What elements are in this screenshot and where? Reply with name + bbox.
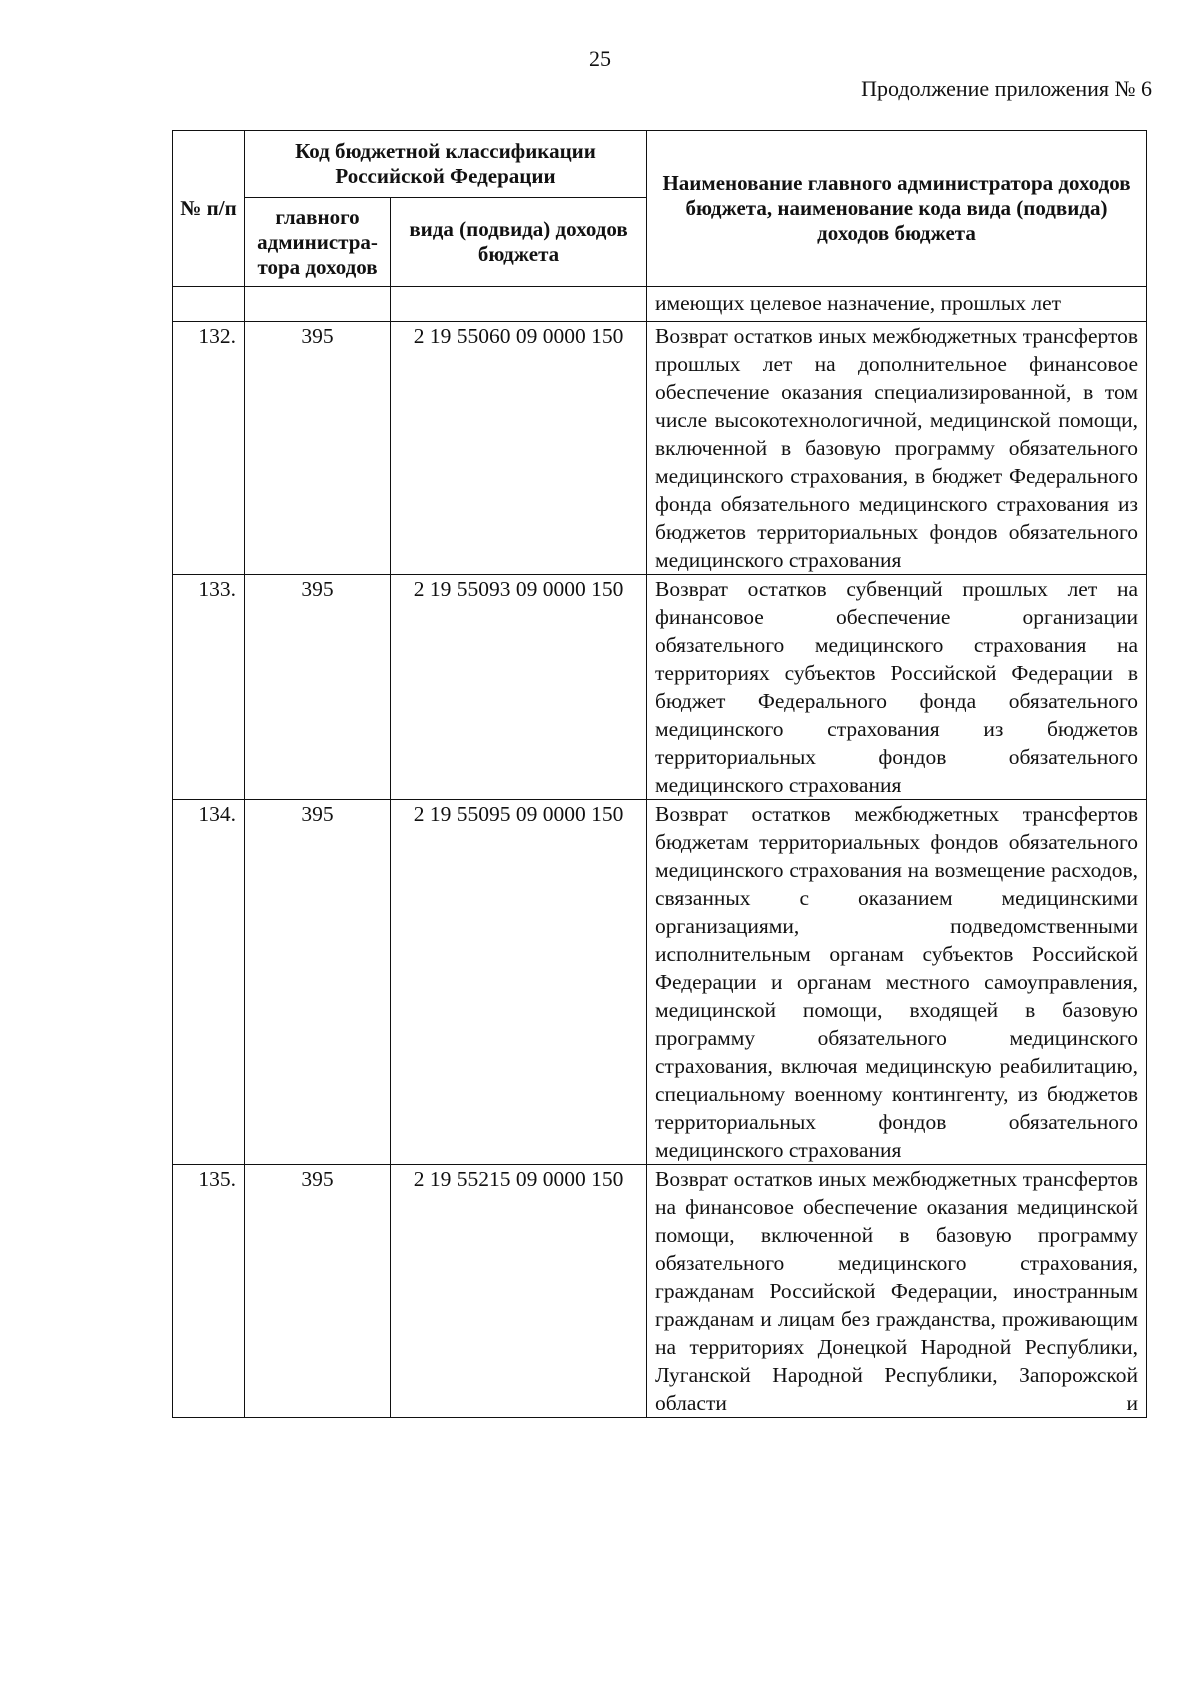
row-name: Возврат остатков иных межбюджетных трансфертов на финансовое обеспечение оказания медицинской помощи, включенной в базовую программу обязательного медицинского страхования, гражданам Российской Федерации, иностранным гражданам и лицам без гражданства, проживающим на территориях Донецкой Народной Республики, Луганской Народной Республики, Запорожской области и [647, 1165, 1147, 1418]
row-income-code: 2 19 55095 09 0000 150 [391, 800, 647, 1165]
table-row [173, 1165, 1147, 1418]
row-income-code: 2 19 55060 09 0000 150 [391, 322, 647, 575]
row-name: Возврат остатков субвенций прошлых лет на финансовое обеспечение организации обязательного медицинского страхования на территориях субъектов Российской Федерации в бюджет Федерального фонда обязательного медицинского страхования из бюджетов территориальных фондов обязательного медицинского страхования [647, 575, 1147, 800]
row-number: 134. [173, 800, 245, 1165]
header-admin-code: главного администра- тора доходов [245, 198, 391, 287]
row-income-code: 2 19 55215 09 0000 150 [391, 1165, 647, 1418]
table-row [173, 800, 1147, 1165]
page-number: 25 [589, 46, 611, 71]
appendix-continuation-label: Продолжение приложения № 6 [861, 76, 1152, 101]
header-income-type-code: вида (подвида) доходов бюджета [391, 198, 647, 287]
row-name: Возврат остатков иных межбюджетных трансфертов прошлых лет на дополнительное финансовое обеспечение оказания специализированной, в том числе высокотехнологичной, медицинской помощи, включенной в базовую программу обязательного медицинского страхования, в бюджет Федерального фонда обязательного медицинского страхования из бюджетов территориальных фондов обязательного медицинского страхования [647, 322, 1147, 575]
budget-classification-table [172, 130, 1147, 1418]
row-income-code: 2 19 55093 09 0000 150 [391, 575, 647, 800]
table-row [173, 322, 1147, 575]
header-code-group: Код бюджетной классификации Российской Федерации [245, 131, 647, 198]
row-admin-code: 395 [245, 1165, 391, 1418]
row-name: имеющих целевое назначение, прошлых лет [647, 287, 1147, 322]
row-admin-code: 395 [245, 322, 391, 575]
row-number: 135. [173, 1165, 245, 1418]
table-row-continuation [173, 287, 1147, 322]
header-row-number: № п/п [173, 131, 245, 287]
row-admin-code [245, 287, 391, 322]
row-income-code [391, 287, 647, 322]
row-admin-code: 395 [245, 800, 391, 1165]
row-number [173, 287, 245, 322]
row-name: Возврат остатков межбюджетных трансфертов бюджетам территориальных фондов обязательного медицинского страхования на возмещение расходов, связанных с оказанием медицинскими организациями, подведомственными исполнительным органам субъектов Российской Федерации и органам местного самоуправления, медицинской помощи, входящей в базовую программу обязательного медицинского страхования, включая медицинскую реабилитацию, специальному военному контингенту, из бюджетов территориальных фондов обязательного медицинского страхования [647, 800, 1147, 1165]
row-number: 132. [173, 322, 245, 575]
table-row [173, 575, 1147, 800]
row-admin-code: 395 [245, 575, 391, 800]
table-header-row [173, 131, 1147, 198]
header-name: Наименование главного администратора доходов бюджета, наименование кода вида (подвида) доходов бюджета [647, 131, 1147, 287]
row-number: 133. [173, 575, 245, 800]
